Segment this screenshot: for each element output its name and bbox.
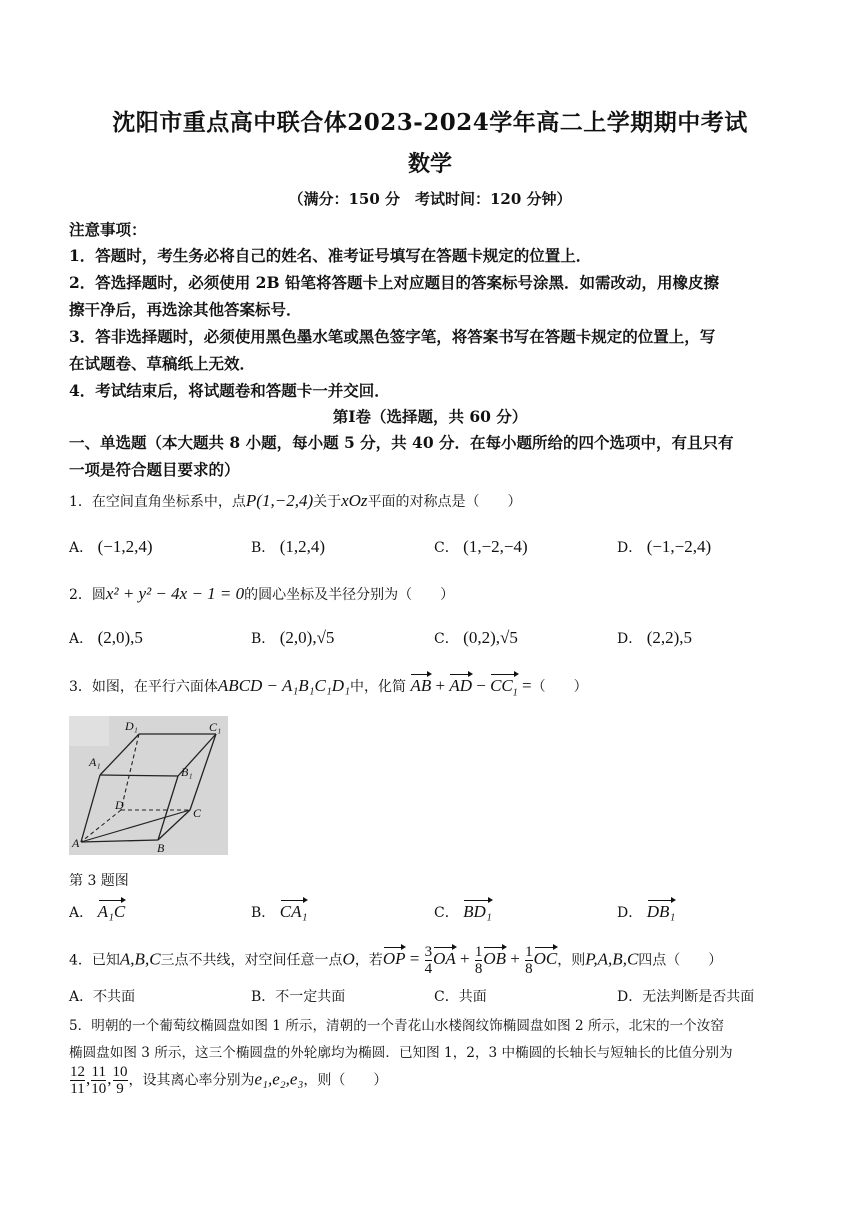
q1-plane: xOz [341, 491, 368, 510]
question-4: 4．已知A,B,C三点不共线，对空间任意一点O，若OP = $\frac{3}{4}$ OA + $\frac{1}{8}$ OB + $\frac{1}{8}$ OC，则P,A,B,C四点（ ） [69, 944, 723, 977]
q4-vector-equation: OP = $\frac{3}{4}$ OA + $\frac{1}{8}$ OB + $\frac{1}{8}$ OC [382, 944, 558, 977]
q1-option-b: B． (1,2,4) [251, 537, 326, 556]
part-heading-line1: 一、单选题（本大题共 8 小题，每小题 5 分，共 40 分．在每小题所给的四个选项中，有且只有 [69, 433, 734, 452]
q2-option-a: A． (2,0),5 [69, 628, 143, 647]
notice-heading: 注意事项： [69, 220, 147, 239]
q3-caption: 第 3 题图 [69, 873, 129, 889]
q2-equation: x² + y² − 4x − 1 = 0 [105, 584, 245, 603]
q2-option-d: D． (2,2),5 [617, 628, 693, 647]
q3-option-d: D． DB₁ [617, 902, 676, 921]
q3-option-a: A． A₁C [69, 902, 126, 921]
section-heading: 第Ⅰ卷（选择题，共 60 分） [332, 407, 528, 426]
q1-mid: 关于 [313, 494, 342, 510]
q1-point: P(1,−2,4) [245, 491, 314, 510]
q1-option-c: C． (1,−2,−4) [434, 537, 528, 556]
q3-expression: AB + AD − $CC_1$ = [410, 676, 532, 699]
q1-option-d: D． (−1,−2,4) [617, 537, 712, 556]
label-b: B [157, 841, 165, 855]
notice-item: 在试题卷、草稿纸上无效． [69, 354, 256, 373]
q1-prefix: 1．在空间直角坐标系中，点 [69, 494, 246, 510]
q4-option-c: C．共面 [434, 989, 487, 1005]
exam-title: 沈阳市重点高中联合体2023-2024学年高二上学期期中考试 [112, 109, 748, 136]
notice-item: 2．答选择题时，必须使用 2B 铅笔将答题卡上对应题目的答案标号涂黑．如需改动，用橡皮擦 [69, 273, 719, 292]
label-a1: A₁ [89, 755, 101, 769]
question-3: 3．如图，在平行六面体ABCD − A₁B₁C₁D₁中，化简 AB + AD − $CC_1$ =（ ） [69, 676, 588, 699]
q1-option-a: A． (−1,2,4) [69, 537, 153, 556]
q3-solid: ABCD − A₁B₁C₁D₁ [217, 676, 350, 695]
part-heading-line2: 一项是符合题目要求的） [69, 460, 240, 479]
label-c1: C₁ [209, 720, 222, 734]
notice-item: 1．答题时，考生务必将自己的姓名、准考证号填写在答题卡规定的位置上． [69, 246, 592, 265]
q2-option-b: B． (2,0),√5 [251, 628, 335, 647]
notice-item: 3．答非选择题时，必须使用黑色墨水笔或黑色签字笔，将答案书写在答题卡规定的位置上，写 [69, 327, 716, 346]
notice-item: 擦干净后，再选涂其他答案标号． [69, 300, 302, 319]
question-5-line2: 椭圆盘如图 3 所示，这三个椭圆盘的外轮廓均为椭圆．已知图 1，2，3 中椭圆的长轴长与短轴长的比值分别为 [69, 1045, 733, 1061]
label-b1: B₁ [181, 765, 193, 779]
q4-option-b: B．不一定共面 [251, 989, 346, 1005]
exam-info: （满分：150 分 考试时间：120 分钟） [288, 190, 572, 208]
q4-option-d: D．无法判断是否共面 [617, 989, 755, 1005]
label-c: C [193, 806, 202, 820]
label-d1: D₁ [125, 719, 138, 733]
q5-ratios: $\frac{12}{11}$ , $\frac{11}{10}$ , $\frac{10}{9}$ [70, 1064, 128, 1097]
label-d: D [115, 798, 124, 812]
label-a: A [72, 836, 80, 850]
question-1 [69, 491, 522, 511]
q3-option-b: B． CA₁ [251, 902, 308, 921]
notice-item: 4．考试结束后，将试题卷和答题卡一并交回． [69, 381, 390, 400]
question-5-line3: $\frac{12}{11}$ , $\frac{11}{10}$ , $\frac{10}{9}$ ，设其离心率分别为e₁,e₂,e₃，则（ ） [70, 1064, 388, 1097]
q3-option-c: C． BD₁ [434, 902, 492, 921]
question-5-line1: 5．明朝的一个葡萄纹椭圆盘如图 1 所示，清朝的一个青花山水楼阁纹饰椭圆盘如图 2 所示，北宋的一个汝窑 [69, 1018, 724, 1034]
subject-title: 数学 [407, 151, 452, 177]
q4-option-a: A．不共面 [69, 989, 136, 1005]
question-2: 2．圆x² + y² − 4x − 1 = 0的圆心坐标及半径分别为（ ） [69, 584, 455, 603]
q1-suffix: 平面的对称点是（ ） [367, 494, 522, 510]
q2-option-c: C． (0,2),√5 [434, 628, 518, 647]
parallelepiped-figure [69, 716, 228, 855]
